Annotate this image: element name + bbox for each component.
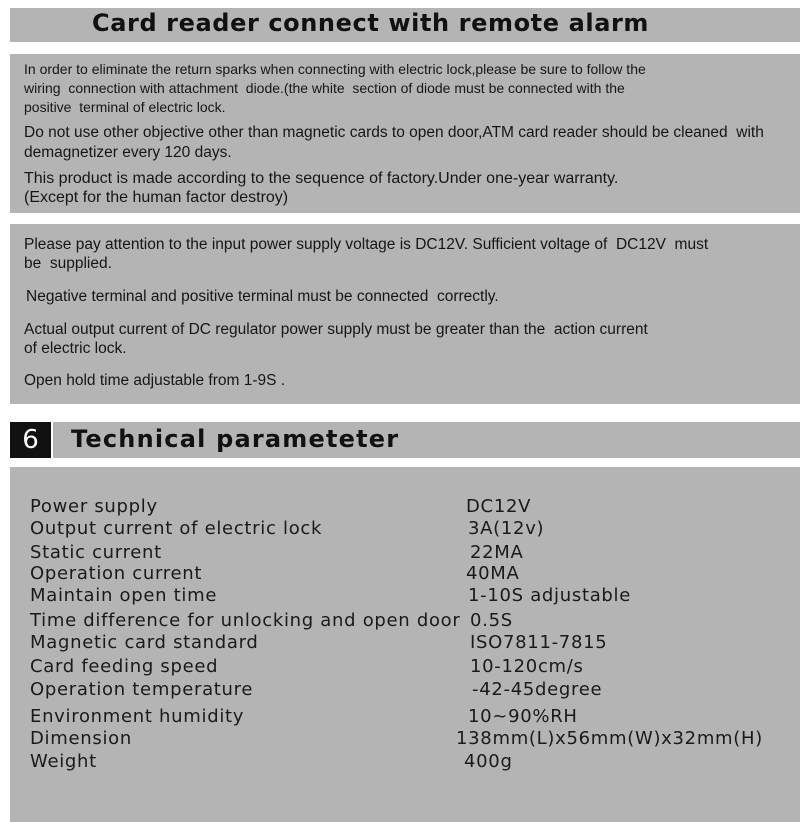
parameter-label: Static current xyxy=(30,542,162,563)
parameter-label: Operation current xyxy=(30,563,203,584)
note-wiring-diode: In order to eliminate the return sparks when connecting with electric lock,please be sure to follow the wiring connection with attachment diode.(the white section of diode must be connected with the positive terminal of electric lock. xyxy=(24,61,646,115)
parameter-label: Dimension xyxy=(30,728,132,749)
parameter-row xyxy=(10,656,800,678)
parameter-row xyxy=(10,751,800,773)
parameter-row xyxy=(10,679,800,701)
notes-panel-power xyxy=(10,224,800,404)
note-output-current: Actual output current of DC regulator power supply must be greater than the action current of electric lock. xyxy=(24,321,648,357)
note-input-voltage: Please pay attention to the input power supply voltage is DC12V. Sufficient voltage of DC12V must be supplied. xyxy=(24,236,709,272)
parameter-label: Output current of electric lock xyxy=(30,518,323,539)
parameter-label: Power supply xyxy=(30,496,158,517)
parameter-row xyxy=(10,728,800,750)
parameter-value: 138mm(L)x56mm(W)x32mm(H) xyxy=(456,728,763,749)
note-warranty: This product is made according to the sequence of factory.Under one-year warranty. (Except for the human factor destroy) xyxy=(24,170,619,206)
note-open-hold-time: Open hold time adjustable from 1-9S . xyxy=(24,372,286,389)
header-band xyxy=(10,8,800,42)
parameter-row xyxy=(10,563,800,585)
parameter-row xyxy=(10,496,800,518)
parameter-row xyxy=(10,632,800,654)
parameter-value: 22MA xyxy=(470,542,524,563)
parameter-label: Environment humidity xyxy=(30,706,245,727)
parameter-value: -42-45degree xyxy=(472,679,603,700)
parameter-value: 1-10S adjustable xyxy=(468,585,632,606)
parameter-row xyxy=(10,585,800,607)
section-title: Technical parameteter xyxy=(71,425,400,453)
section-header xyxy=(0,422,800,458)
parameters-table xyxy=(10,467,800,822)
parameter-label: Magnetic card standard xyxy=(30,632,259,653)
section-title-bar xyxy=(53,422,800,458)
parameter-label: Weight xyxy=(30,751,97,772)
parameter-label: Operation temperature xyxy=(30,679,254,700)
notes-panel-wiring xyxy=(10,54,800,213)
parameter-row xyxy=(10,706,800,728)
parameter-label: Maintain open time xyxy=(30,585,218,606)
parameter-label: Time difference for unlocking and open door xyxy=(30,610,461,631)
parameter-row xyxy=(10,610,800,632)
parameter-row xyxy=(10,542,800,564)
parameter-value: ISO7811-7815 xyxy=(470,632,608,653)
parameter-value: 400g xyxy=(464,751,513,772)
parameter-label: Card feeding speed xyxy=(30,656,219,677)
note-terminal-polarity: Negative terminal and positive terminal must be connected correctly. xyxy=(26,288,499,305)
note-magnetic-cards: Do not use other objective other than magnetic cards to open door,ATM card reader should be cleaned with demagnetizer every 120 days. xyxy=(24,124,764,161)
page-title: Card reader connect with remote alarm xyxy=(92,9,650,37)
parameter-value: 10-120cm/s xyxy=(470,656,584,677)
section-number: 6 xyxy=(10,422,51,458)
parameter-value: DC12V xyxy=(466,496,532,517)
parameter-value: 0.5S xyxy=(470,610,513,631)
parameter-value: 3A(12v) xyxy=(468,518,545,539)
parameter-value: 10~90%RH xyxy=(468,706,578,727)
parameter-row xyxy=(10,518,800,540)
parameter-value: 40MA xyxy=(466,563,520,584)
